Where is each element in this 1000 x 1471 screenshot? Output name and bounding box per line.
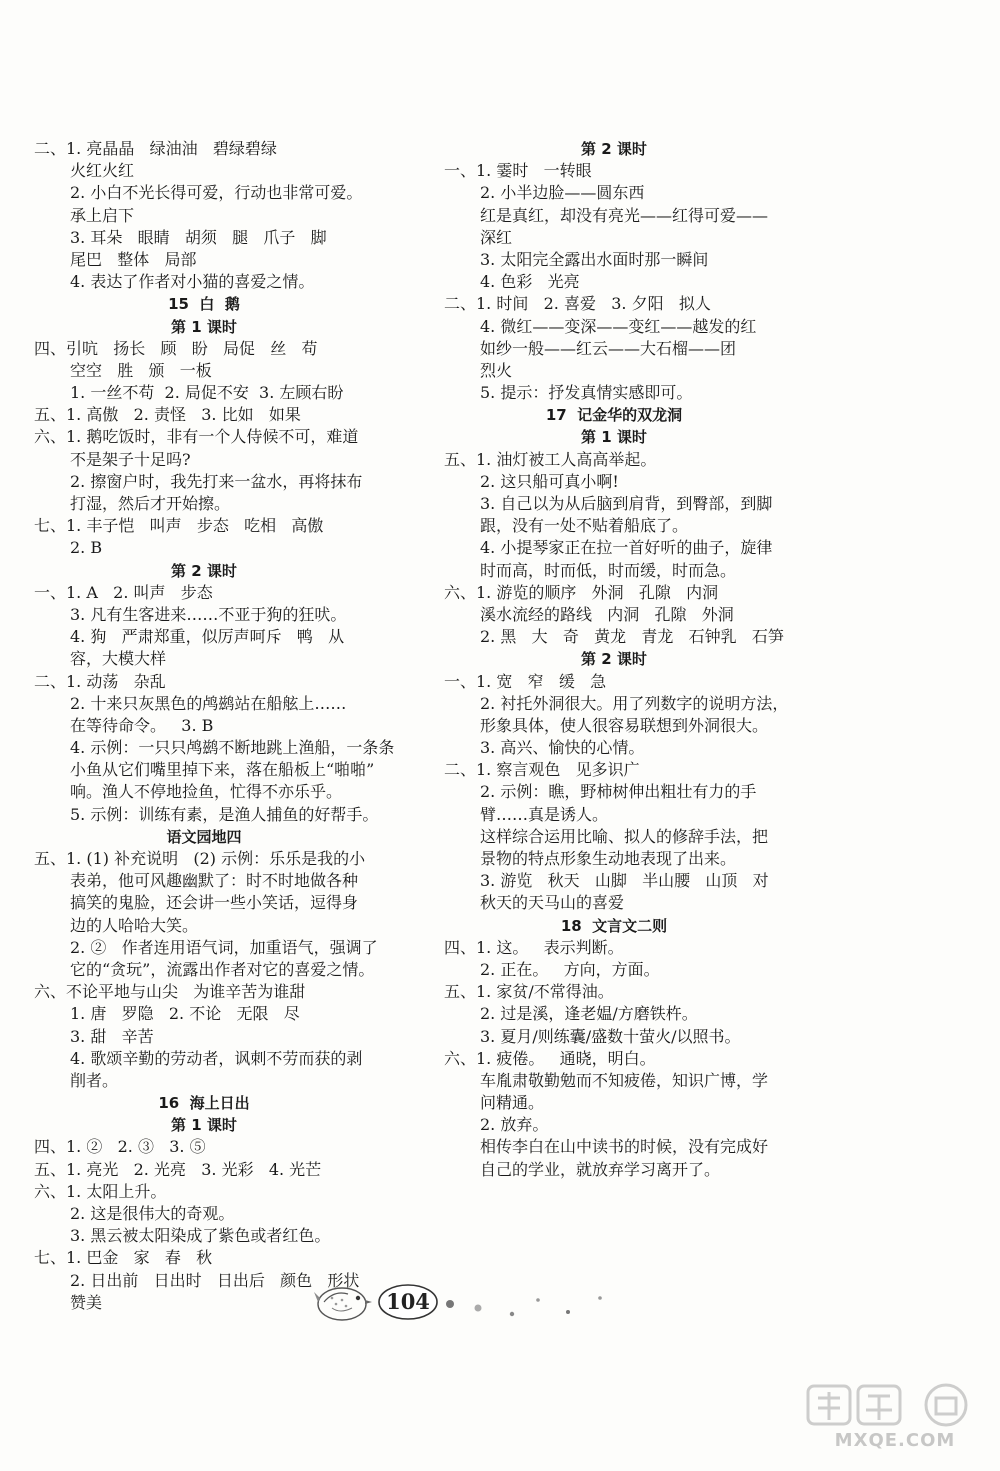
left-answer-line: 2. 十来只灰黑色的鸬鹚站在船舷上…… [70, 693, 347, 713]
right-answer-line: 5. 提示：抒发真情实感即可。 [480, 383, 693, 403]
left-answer-line: 2. 这是很伟大的奇观。 [70, 1204, 235, 1223]
right-section-heading: 第 2 课时 [581, 650, 647, 669]
left-answer-line: 火红火红 [70, 161, 135, 181]
right-answer-line: 一、1. 霎时 一转眼 [444, 161, 592, 181]
left-answer-line: 七、1. 巴金 家 春 秋 [34, 1248, 213, 1268]
left-section-heading: 15 白 鹅 [168, 295, 240, 314]
right-answer-line: 秋天的天马山的喜爱 [480, 893, 625, 913]
right-answer-line: 2. 这只船可真小啊! [480, 471, 619, 491]
left-answer-line: 它的“贪玩”，流露出作者对它的喜爱之情。 [70, 959, 375, 979]
left-answer-line: 二、1. 亮晶晶 绿油油 碧绿碧绿 [34, 139, 277, 158]
left-answer-line: 四、引吭 扬长 顾 盼 局促 丝 苟 [34, 338, 318, 358]
left-answer-line: 二、1. 动荡 杂乱 [34, 671, 166, 691]
right-section-heading: 17 记金华的双龙洞 [545, 406, 683, 425]
left-answer-line: 不是架子十足吗? [70, 449, 191, 469]
left-answer-line: 六、1. 太阳上升。 [34, 1181, 167, 1201]
left-answer-line: 1. 一丝不苟 2. 局促不安 3. 左顾右盼 [70, 383, 344, 403]
watermark-text: MXQE.COM [834, 1430, 956, 1451]
left-section-heading: 第 1 课时 [171, 1116, 237, 1135]
left-answer-line: 3. 耳朵 眼睛 胡须 腿 爪子 脚 [70, 227, 327, 247]
right-answer-line: 如纱一般——红云——大石榴——团 [480, 338, 737, 358]
right-answer-line: 形象具体，使人很容易联想到外洞很大。 [480, 715, 769, 735]
page-number: 104 [386, 1289, 430, 1314]
left-answer-line: 表弟，他可风趣幽默了：时不时地做各种 [70, 871, 359, 891]
left-answer-line: 四、1. ② 2. ③ 3. ⑤ [34, 1137, 206, 1157]
right-answer-line: 2. 黑 大 奇 黄龙 青龙 石钟乳 石笋 [480, 627, 784, 647]
right-answer-line: 时而高，时而低，时而缓，时而急。 [480, 560, 737, 580]
right-answer-line: 问精通。 [480, 1093, 545, 1113]
left-answer-line: 2. B [70, 538, 103, 558]
left-answer-line: 尾巴 整体 局部 [70, 249, 197, 269]
left-answer-line: 削者。 [70, 1070, 119, 1090]
left-answer-line: 打湿，然后才开始擦。 [70, 494, 231, 513]
right-answer-line: 六、1. 疲倦。 通晓，明白。 [444, 1048, 656, 1068]
left-answer-line: 容，大模大样 [70, 649, 167, 669]
left-answer-line: 2. 擦窗户时，我先打来一盆水，再将抹布 [70, 471, 363, 491]
left-section-heading: 16 海上日出 [158, 1094, 250, 1113]
left-answer-line: 响。渔人不停地捡鱼，忙得不亦乐乎。 [70, 782, 343, 802]
left-answer-line: 3. 甜 辛苦 [70, 1026, 154, 1046]
right-answer-line: 臂……真是诱人。 [480, 804, 609, 824]
right-answer-line: 2. 过是溪，逢老媪/方磨铁杵。 [480, 1004, 698, 1024]
left-answer-line: 六、不论平地与山尖 为谁辛苦为谁甜 [34, 982, 306, 1002]
right-answer-line: 二、1. 时间 2. 喜爱 3. 夕阳 拟人 [444, 294, 711, 314]
left-answer-line: 3. 凡有生客进来……不亚于狗的狂吠。 [70, 604, 347, 624]
right-answer-line: 2. 小半边脸——圆东西 [480, 183, 645, 203]
left-answer-line: 五、1. (1) 补充说明 (2) 示例：乐乐是我的小 [34, 849, 366, 868]
right-answer-line: 景物的特点形象生动地表现了出来。 [480, 849, 737, 868]
right-answer-line: 2. 正在。 方向，方面。 [480, 959, 660, 979]
left-answer-line: 4. 歌颂辛勤的劳动者，讽刺不劳而获的剥 [70, 1048, 363, 1068]
left-answer-line: 5. 示例：训练有素，是渔人捕鱼的好帮手。 [70, 804, 379, 824]
right-answer-line: 自己的学业，就放弃学习离开了。 [480, 1159, 721, 1179]
right-answer-line: 4. 色彩 光亮 [480, 272, 580, 292]
right-answer-line: 深红 [480, 227, 513, 247]
right-answer-line: 四、1. 这。 表示判断。 [444, 937, 624, 957]
left-answer-line: 承上启下 [70, 205, 135, 225]
left-answer-line: 4. 狗 严肃郑重，似厉声呵斥 鸭 从 [70, 627, 345, 647]
left-answer-line: 1. 唐 罗隐 2. 不论 无限 尽 [70, 1004, 300, 1024]
right-answer-line: 相传李白在山中读书的时候，没有完成好 [480, 1137, 769, 1157]
answer-watermark-logo-icon [800, 1380, 990, 1430]
right-answer-line: 溪水流经的路线 内洞 孔隙 外洞 [480, 604, 734, 624]
decorative-dots-icon [442, 1278, 612, 1328]
left-answer-line: 空空 胜 颁 一板 [70, 360, 212, 380]
left-answer-line: 2. 小白不光长得可爱，行动也非常可爱。 [70, 183, 363, 203]
left-section-heading: 语文园地四 [166, 827, 242, 846]
right-answer-line: 一、1. 宽 窄 缓 急 [444, 671, 607, 691]
watermark [800, 1380, 990, 1460]
right-answer-line: 五、1. 油灯被工人高高举起。 [444, 449, 657, 469]
right-answer-line: 4. 小提琴家正在拉一首好听的曲子，旋律 [480, 538, 773, 558]
left-answer-line: 在等待命令。 3. B [70, 715, 214, 735]
right-section-heading: 第 1 课时 [581, 428, 647, 447]
right-answer-line: 4. 微红——变深——变红——越发的红 [480, 316, 757, 336]
right-column [444, 138, 789, 1181]
bird-icon [312, 1276, 374, 1324]
left-answer-line: 六、1. 鹅吃饭时，非有一个人侍候不可，难道 [34, 427, 359, 447]
right-section-heading: 第 2 课时 [581, 140, 647, 158]
left-answer-line: 4. 示例：一只只鸬鹚不断地跳上渔船，一条条 [70, 738, 395, 758]
right-section-heading: 18 文言文二则 [560, 916, 668, 935]
page-footer [312, 1268, 612, 1338]
right-answer-line: 红是真红，却没有亮光——红得可爱—— [480, 205, 769, 225]
left-answer-line: 搞笑的鬼脸，还会讲一些小笑话，逗得身 [70, 893, 359, 913]
left-answer-line: 3. 黑云被太阳染成了紫色或者红色。 [70, 1226, 331, 1246]
right-answer-line: 2. 放弃。 [480, 1115, 549, 1135]
left-answer-line: 小鱼从它们嘴里掉下来，落在船板上“啪啪” [70, 760, 375, 780]
right-answer-line: 二、1. 察言观色 见多识广 [444, 760, 640, 780]
left-answer-line: 2. 日出前 日出时 日出后 颜色 形状 [70, 1270, 360, 1290]
right-answer-line: 3. 游览 秋天 山脚 半山腰 山顶 对 [480, 871, 769, 891]
right-answer-line: 2. 示例：瞧，野柿树伸出粗壮有力的手 [480, 782, 757, 802]
left-answer-line: 五、1. 亮光 2. 光亮 3. 光彩 4. 光芒 [34, 1159, 322, 1179]
left-answer-line: 七、1. 丰子恺 叫声 步态 吃相 高傲 [34, 516, 324, 536]
right-answer-line: 3. 自己以为从后脑到肩背，到臀部，到脚 [480, 494, 773, 513]
left-column [34, 138, 395, 1314]
left-answer-line: 一、1. A 2. 叫声 步态 [34, 582, 213, 602]
right-answer-line: 烈火 [480, 360, 513, 380]
right-answer-line: 车胤肃敬勤勉而不知疲倦，知识广博，学 [480, 1070, 769, 1090]
right-answer-line: 2. 衬托外洞很大。用了列数字的说明方法， [480, 693, 789, 713]
right-answer-line: 3. 高兴、愉快的心情。 [480, 738, 645, 758]
right-answer-line: 六、1. 游览的顺序 外洞 孔隙 内洞 [444, 582, 719, 602]
page-number-badge [376, 1282, 440, 1322]
left-section-heading: 第 2 课时 [171, 561, 237, 580]
right-answer-line: 五、1. 家贫/不常得油。 [444, 982, 614, 1002]
right-answer-line: 跟，没有一处不贴着船底了。 [480, 516, 689, 536]
left-answer-line: 2. ② 作者连用语气词，加重语气，强调了 [70, 937, 378, 957]
left-answer-line: 边的人哈哈大笑。 [70, 915, 199, 935]
left-answer-line: 4. 表达了作者对小猫的喜爱之情。 [70, 272, 315, 292]
right-answer-line: 这样综合运用比喻、拟人的修辞手法，把 [480, 826, 769, 846]
left-answer-line: 赞美 [70, 1292, 103, 1312]
left-answer-line: 五、1. 高傲 2. 责怪 3. 比如 如果 [34, 405, 301, 425]
left-section-heading: 第 1 课时 [171, 317, 237, 336]
right-answer-line: 3. 夏月/则练囊/盛数十萤火/以照书。 [480, 1026, 741, 1046]
right-answer-line: 3. 太阳完全露出水面时那一瞬间 [480, 249, 709, 269]
